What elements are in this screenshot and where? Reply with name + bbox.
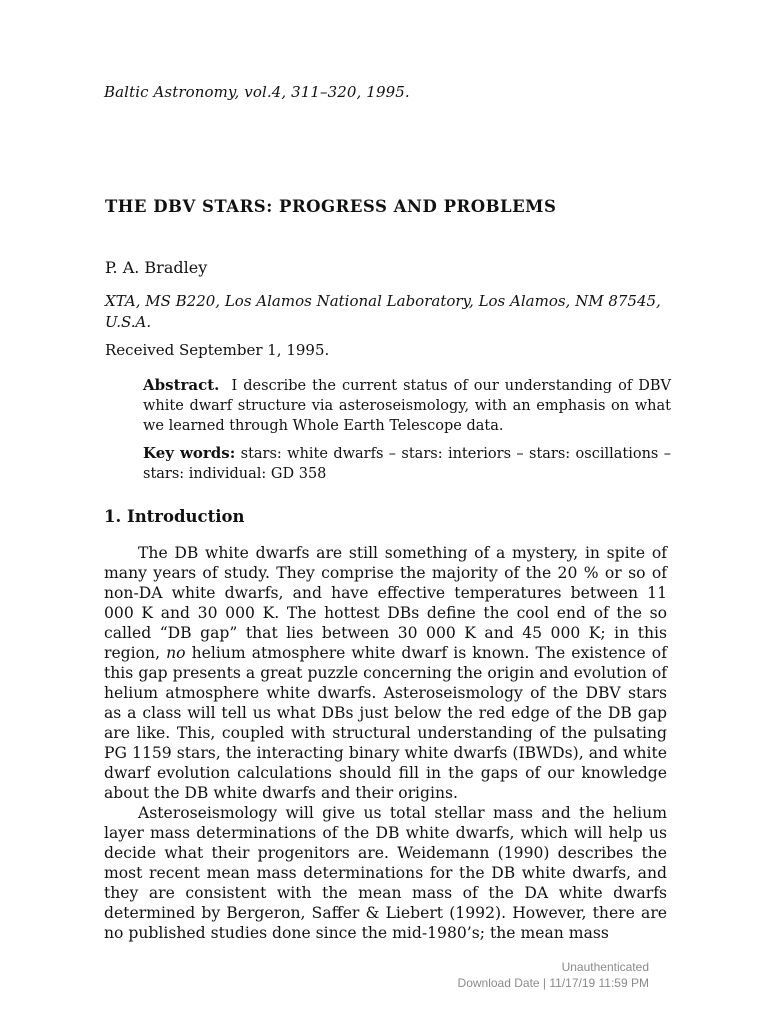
received-date: Received September 1, 1995. xyxy=(105,341,330,359)
author-name: P. A. Bradley xyxy=(105,258,208,277)
journal-citation: Baltic Astronomy, vol.4, 311–320, 1995. xyxy=(104,83,410,101)
footer-line: Unauthenticated xyxy=(561,960,649,974)
paragraph: Asteroseismology will give us total stellar mass and the helium layer mass determinations of the DB white dwarfs, which will help us decide what their progenitors are. Weidemann (1990) describes the most recent mean mass determinations for the DB white dwarfs, and they are consistent with the mean mass of the DA white dwarfs determined by Bergeron, Saffer & Liebert (1992). However, there are no published studies done since the mid-1980’s; the mean mass xyxy=(104,804,667,942)
section-heading: 1. Introduction xyxy=(104,507,245,526)
section-body xyxy=(104,543,667,943)
keywords-text: stars: white dwarfs – stars: interiors – stars: oscillations – stars: individual: GD 358 xyxy=(143,446,671,482)
author-affiliation: XTA, MS B220, Los Alamos National Laboratory, Los Alamos, NM 87545, U.S.A. xyxy=(105,292,661,331)
download-footer xyxy=(458,959,649,991)
paragraph-text: The DB white dwarfs are still something of a mystery, in spite of many years of study. They comprise the majority of the 20 % or so of non-DA white dwarfs, and have effective temperatures between 11 000 K and 30 000 K. The hottest DBs define the cool end of the so called “DB gap” that lies between 30 000 K and 45 000 K; in this region, xyxy=(104,544,667,662)
paragraph xyxy=(104,543,667,803)
keywords-label: Key words: xyxy=(143,444,236,462)
paragraph-text: helium atmosphere white dwarf is known. The existence of this gap presents a great puzzle concerning the origin and evolution of helium atmosphere white dwarfs. Asteroseismology of the DBV stars as a class will tell us what DBs just below the red edge of the DB gap are like. This, coupled with structural understanding of the pulsating PG 1159 stars, the interacting binary white dwarfs (IBWDs), and white dwarf evolution calculations should fill in the gaps of our knowledge about the DB white dwarfs and their origins. xyxy=(104,644,667,802)
keywords xyxy=(143,443,671,484)
abstract-label: Abstract. xyxy=(143,376,220,394)
emphasis-text: no xyxy=(166,644,186,662)
abstract-text: I describe the current status of our understanding of DBV white dwarf structure via asteroseismology, with an emphasis on what we learned through Whole Earth Telescope data. xyxy=(143,378,671,434)
footer-line: Download Date | 11/17/19 11:59 PM xyxy=(457,976,649,990)
abstract xyxy=(143,375,671,436)
paper-title: THE DBV STARS: PROGRESS AND PROBLEMS xyxy=(105,197,557,216)
